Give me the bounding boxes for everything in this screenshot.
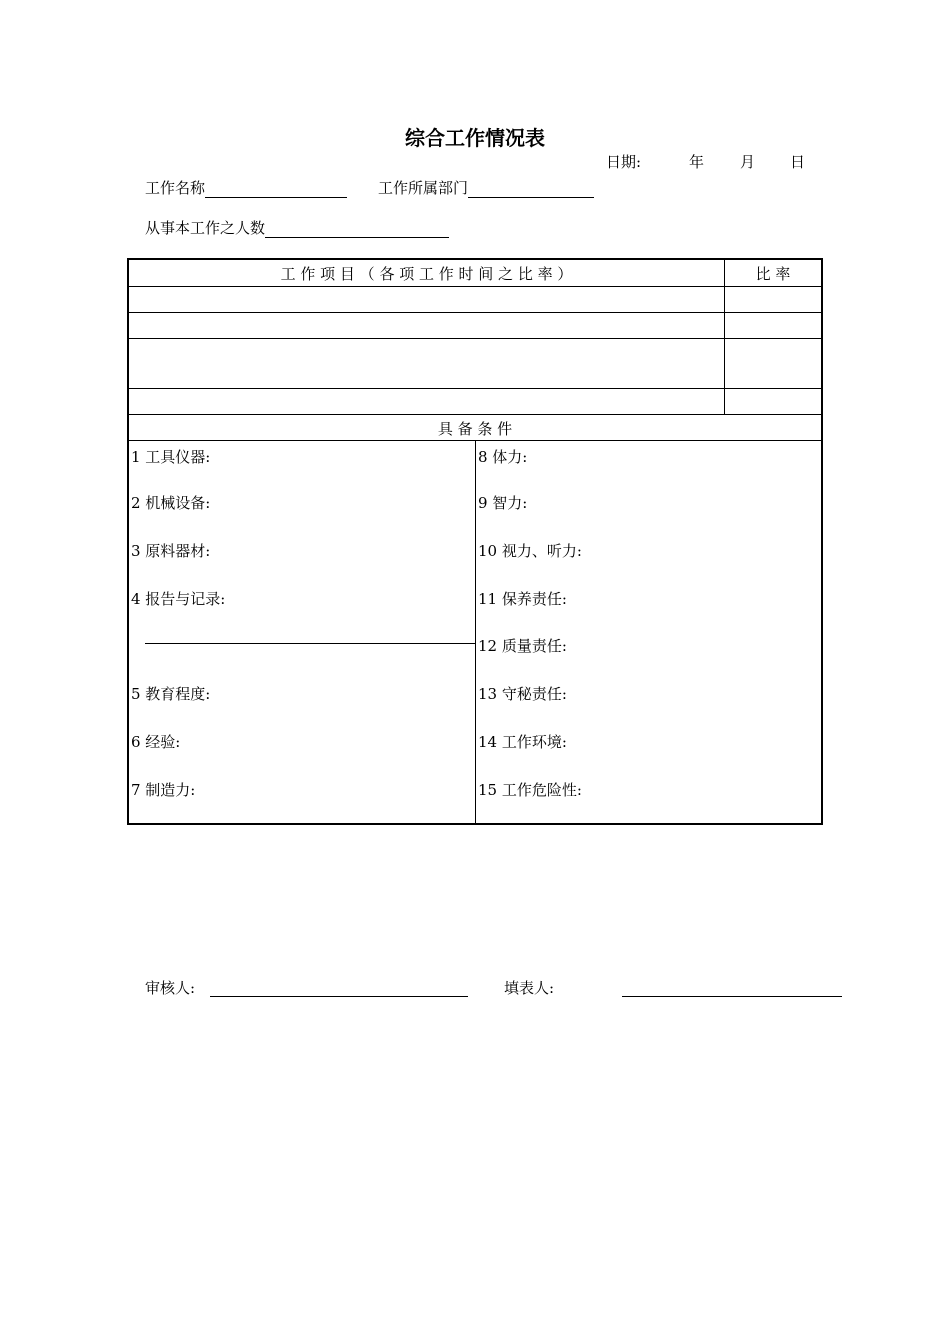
reviewer-signature-line[interactable] bbox=[210, 996, 468, 997]
reviewer-label: 审核人: bbox=[145, 979, 196, 997]
date-label: 日期: bbox=[606, 153, 642, 171]
condition-maintenance: 11 保养责任: bbox=[478, 590, 567, 608]
items-header: 工 作 项 目 （ 各 项 工 作 时 间 之 比 率 ） bbox=[280, 265, 573, 283]
condition-danger: 15 工作危险性: bbox=[478, 781, 582, 799]
filler-label: 填表人: bbox=[504, 979, 555, 997]
condition-confidentiality: 13 守秘责任: bbox=[478, 685, 567, 703]
row-divider bbox=[129, 414, 821, 415]
condition-environment: 14 工作环境: bbox=[478, 733, 567, 751]
condition-education: 5 教育程度: bbox=[131, 685, 211, 703]
year-label: 年 bbox=[689, 153, 705, 171]
filler-signature-line[interactable] bbox=[622, 996, 842, 997]
department-blank[interactable] bbox=[468, 181, 594, 198]
work-item-cell[interactable] bbox=[129, 287, 724, 312]
condition-sight-hearing: 10 视力、听力: bbox=[478, 542, 582, 560]
conditions-header: 具 备 条 件 bbox=[437, 420, 513, 438]
department-field[interactable] bbox=[378, 177, 594, 198]
headcount-label: 从事本工作之人数 bbox=[145, 219, 266, 237]
condition-manufacturing: 7 制造力: bbox=[131, 781, 196, 799]
work-item-cell[interactable] bbox=[129, 339, 724, 388]
condition-tools: 1 工具仪器: bbox=[131, 448, 211, 466]
ratio-cell[interactable] bbox=[725, 339, 821, 388]
form-title: 综合工作情况表 bbox=[405, 126, 545, 150]
headcount-blank[interactable] bbox=[265, 221, 449, 238]
day-label: 日 bbox=[790, 153, 806, 171]
job-name-blank[interactable] bbox=[205, 181, 347, 198]
condition-physical: 8 体力: bbox=[478, 448, 528, 466]
ratio-cell[interactable] bbox=[725, 287, 821, 312]
month-label: 月 bbox=[740, 153, 756, 171]
condition-intelligence: 9 智力: bbox=[478, 494, 528, 512]
ratio-cell[interactable] bbox=[725, 389, 821, 414]
condition-quality: 12 质量责任: bbox=[478, 637, 567, 655]
job-name-label: 工作名称 bbox=[145, 179, 206, 197]
condition-materials: 3 原料器材: bbox=[131, 542, 211, 560]
work-table bbox=[127, 258, 823, 825]
condition-reports: 4 报告与记录: bbox=[131, 590, 226, 608]
job-name-field[interactable] bbox=[145, 177, 347, 198]
work-item-cell[interactable] bbox=[129, 389, 724, 414]
condition-experience: 6 经验: bbox=[131, 733, 181, 751]
reports-answer-line bbox=[145, 643, 475, 644]
ratio-header: 比 率 bbox=[755, 265, 791, 283]
work-item-cell[interactable] bbox=[129, 313, 724, 338]
condition-machinery: 2 机械设备: bbox=[131, 494, 211, 512]
ratio-cell[interactable] bbox=[725, 313, 821, 338]
conditions-column-divider bbox=[475, 441, 476, 823]
headcount-field[interactable] bbox=[145, 217, 449, 238]
department-label: 工作所属部门 bbox=[378, 179, 469, 197]
